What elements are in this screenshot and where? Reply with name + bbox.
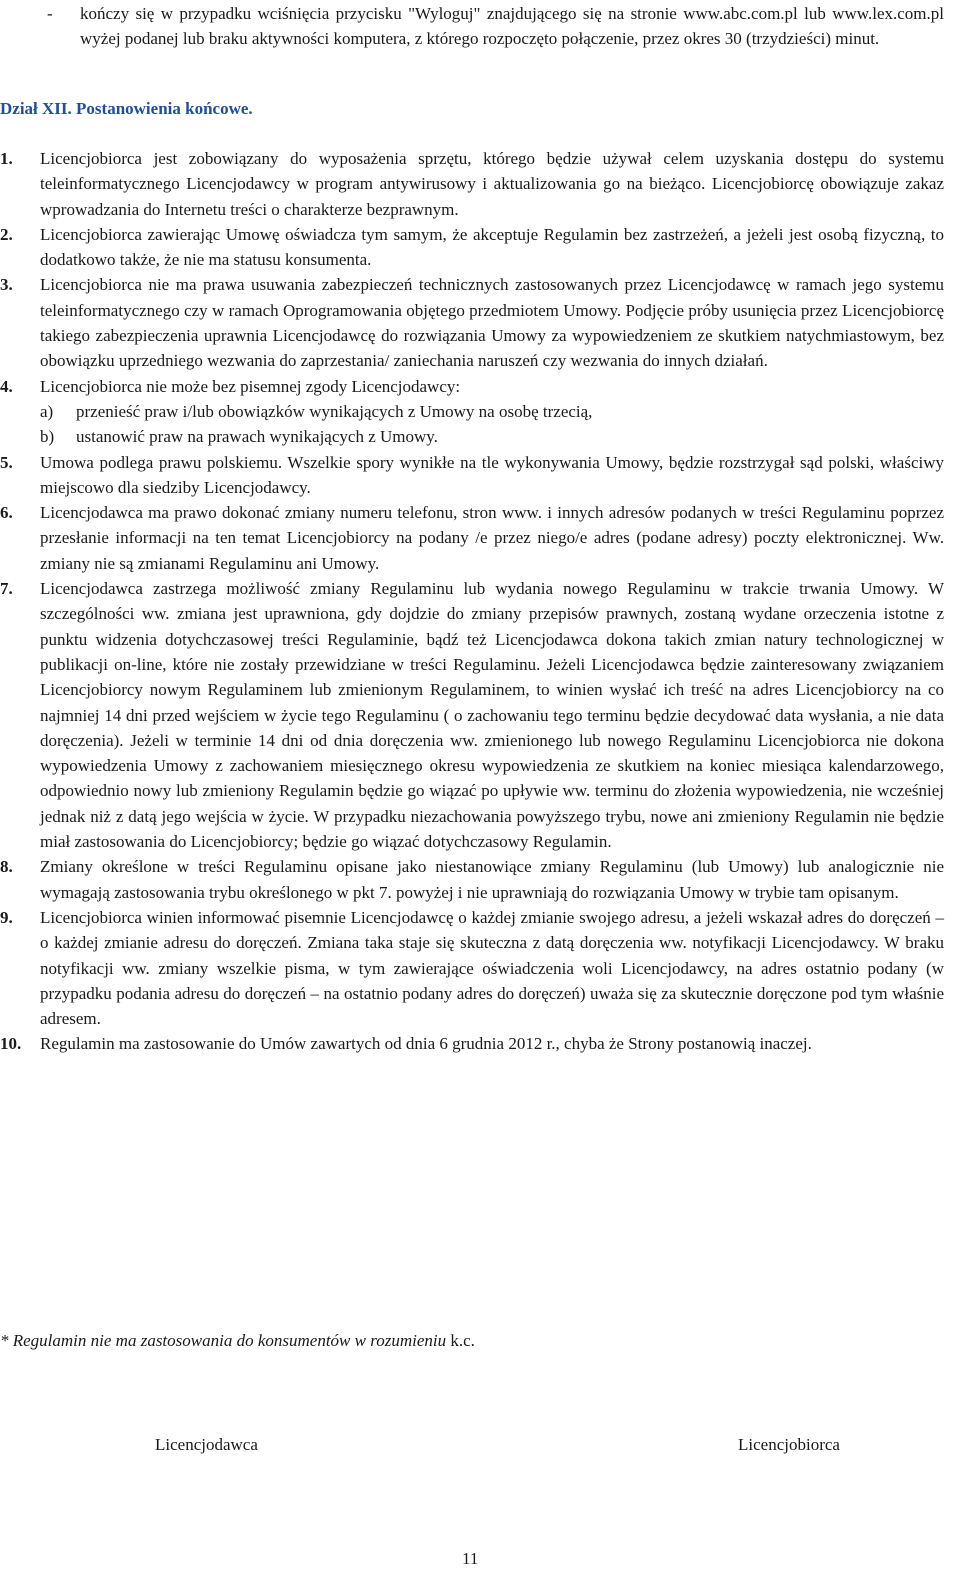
item-text: Umowa podlega prawu polskiemu. Wszelkie spory wynikłe na tle wykonywania Umowy, będzie rozstrzygał sąd polski, właściwy miejscowo dla siedziby Licencjodawcy. xyxy=(40,452,944,497)
footnote-italic: * Regulamin nie ma zastosowania do konsumentów w rozumieniu xyxy=(0,1331,447,1350)
item-text: Regulamin ma zastosowanie do Umów zawartych od dnia 6 grudnia 2012 r., chyba że Strony postanowią inaczej. xyxy=(40,1034,812,1054)
item-text: Licencjobiorca jest zobowiązany do wyposażenia sprzętu, którego będzie używał celem uzyskania dostępu do systemu teleinformatycznego Licencjodawcy w program antywirusowy i aktualizowania go na bieżąco. Licencjobiorcę obowiązuje zakaz wprowadzania do Internetu treści o charakterze bezprawnym. xyxy=(40,149,944,219)
item-number: 10. xyxy=(0,1034,22,1054)
provision-item-7 xyxy=(0,576,944,854)
item-number: 6. xyxy=(0,503,13,523)
sub-item-label: a) xyxy=(40,401,54,421)
item-text: Licencjodawca ma prawo dokonać zmiany numeru telefonu, stron www. i innych adresów podanych w treści Regulaminu poprzez przesłanie informacji na ten temat Licencjobiorcy na podany /e przez niego/e adres (podane adresy) poczty elektronicznej. Ww. zmiany nie są zmianami Regulaminu ani Umowy. xyxy=(40,503,944,573)
item-text: Licencjodawca zastrzega możliwość zmiany Regulaminu lub wydania nowego Regulaminu w trakcie trwania Umowy. W szczególności ww. zmiana jest uprawniona, gdy dojdzie do zmiany przepisów prawnych, zostaną wydane orzeczenia istotne z punktu widzenia dotychczasowej treści Regulaminie, bądź też Licencjodawca dokona takich zmian natury technologicznej w publikacji on-line, które nie zostały przewidziane w treści Regulaminu. Jeżeli Licencjodawca będzie zainteresowany związaniem Licencjobiorcy nowym Regulaminem lub zmienionym Regulaminem, to winien wysłać ich treść na adres Licencjobiorcy na co najmniej 14 dni przed wejściem w życie tego Regulaminu ( o zachowaniu tego terminu będzie decydować data wysłania, a nie data doręczenia). Jeżeli w terminie 14 dni od dnia doręczenia ww. zmienionego lub nowego Regulaminu Licencjobiorca nie dokona wypowiedzenia Umowy z zachowaniem miesięcznego okresu wypowiedzenia ze skutkiem na koniec miesiąca kalendarzowego, odpowiednio nowy lub zmieniony Regulamin będzie go wiązać po upływie ww. terminu do złożenia wypowiedzenia, nie wcześniej jednak niż z datą jego wejścia w życie. W przypadku niezachowania powyższego trybu, nowe ani zmieniony Regulamin nie będzie miał zastosowania do Licencjobiorcy; będzie go wiązać dotychczasowy Regulamin. xyxy=(40,579,944,852)
item-number: 1. xyxy=(0,149,13,168)
intro-text: kończy się w przypadku wciśnięcia przycisku "Wyloguj" znajdującego się na stronie www.abc.com.pl lub www.lex.com.pl wyżej podanej lub braku aktywności komputera, z którego rozpoczęto połączenie, przez okres 30 (trzydzieści) minut. xyxy=(80,4,944,49)
intro-paragraph xyxy=(47,1,944,52)
provision-item-4 xyxy=(0,374,944,450)
item-text: Licencjobiorca winien informować pisemnie Licencjodawcę o każdej zmianie swojego adresu, a jeżeli wskazał adres do doręczeń – o każdej zmianie adresu do doręczeń. Zmiana taka staje się skuteczna z datą doręczenia ww. notyfikacji Licencjodawcy. W braku notyfikacji ww. zmiany wszelkie pisma, w tym zawierające oświadczenia woli Licencjodawcy, na adres ostatnio podany (w przypadku podania adresu do doręczeń – na ostatnio podany adres do doręczeń) uważa się za skutecznie doręczone pod tym właśnie adresem. xyxy=(40,907,944,1029)
item-text: Licencjobiorca nie może bez pisemnej zgody Licencjodawcy: xyxy=(40,376,461,396)
provision-item-5 xyxy=(0,450,944,501)
provisions-list xyxy=(0,146,944,1057)
item-text: Licencjobiorca zawierając Umowę oświadcza tym samym, że akceptuje Regulamin bez zastrzeżeń, a jeżeli jest osobą fizyczną, to dodatkowo także, że nie ma statusu konsumenta. xyxy=(40,224,944,270)
item-number: 8. xyxy=(0,857,13,877)
item-number: 9. xyxy=(0,907,13,927)
provision-item-8 xyxy=(0,854,944,905)
footnote xyxy=(0,1328,475,1353)
item-number: 4. xyxy=(0,376,13,396)
provision-item-10 xyxy=(0,1031,944,1056)
provision-item-3 xyxy=(0,272,944,373)
sub-item-b xyxy=(40,424,944,449)
provision-item-2 xyxy=(0,222,944,273)
section-heading: Dział XII. Postanowienia końcowe. xyxy=(0,99,253,118)
sub-item-text: ustanowić praw na prawach wynikających z Umowy. xyxy=(76,427,438,447)
item-text: Licencjobiorca nie ma prawa usuwania zabezpieczeń technicznych zastosowanych przez Licencjodawcę w ramach jego systemu teleinformatycznego czy w ramach Oprogramowania objętego przedmiotem Umowy. Podjęcie próby usunięcia przez Licencjobiorcę takiego zabezpieczenia uprawnia Licencjodawcę do rozwiązania Umowy za wypowiedzeniem ze skutkiem natychmiastowym, bez obowiązku uprzedniego wezwania do zaprzestania/ zaniechania naruszeń czy wezwania do innych działań. xyxy=(40,275,944,371)
provision-item-1 xyxy=(0,146,944,222)
item-number: 3. xyxy=(0,275,13,295)
item-text: Zmiany określone w treści Regulaminu opisane jako niestanowiące zmiany Regulaminu (lub Umowy) lub analogicznie nie wymagają zastosowania trybu określonego w pkt 7. powyżej i nie uprawniają do rozwiązania Umowy w trybie tam opisanym. xyxy=(40,857,944,902)
signature-licensee: Licencjobiorca xyxy=(738,1435,840,1454)
footnote-tail: k.c. xyxy=(446,1331,475,1350)
sub-item-a xyxy=(40,399,944,424)
list-dash: - xyxy=(47,4,53,23)
provision-item-9 xyxy=(0,905,944,1031)
item-number: 2. xyxy=(0,224,13,244)
page-number: 11 xyxy=(462,1549,479,1568)
sub-item-label: b) xyxy=(40,427,55,447)
provision-item-6 xyxy=(0,500,944,576)
item-number: 7. xyxy=(0,579,13,599)
sub-item-text: przenieść praw i/lub obowiązków wynikających z Umowy na osobę trzecią, xyxy=(76,401,593,421)
signature-licensor: Licencjodawca xyxy=(155,1435,258,1454)
item-number: 5. xyxy=(0,452,13,472)
